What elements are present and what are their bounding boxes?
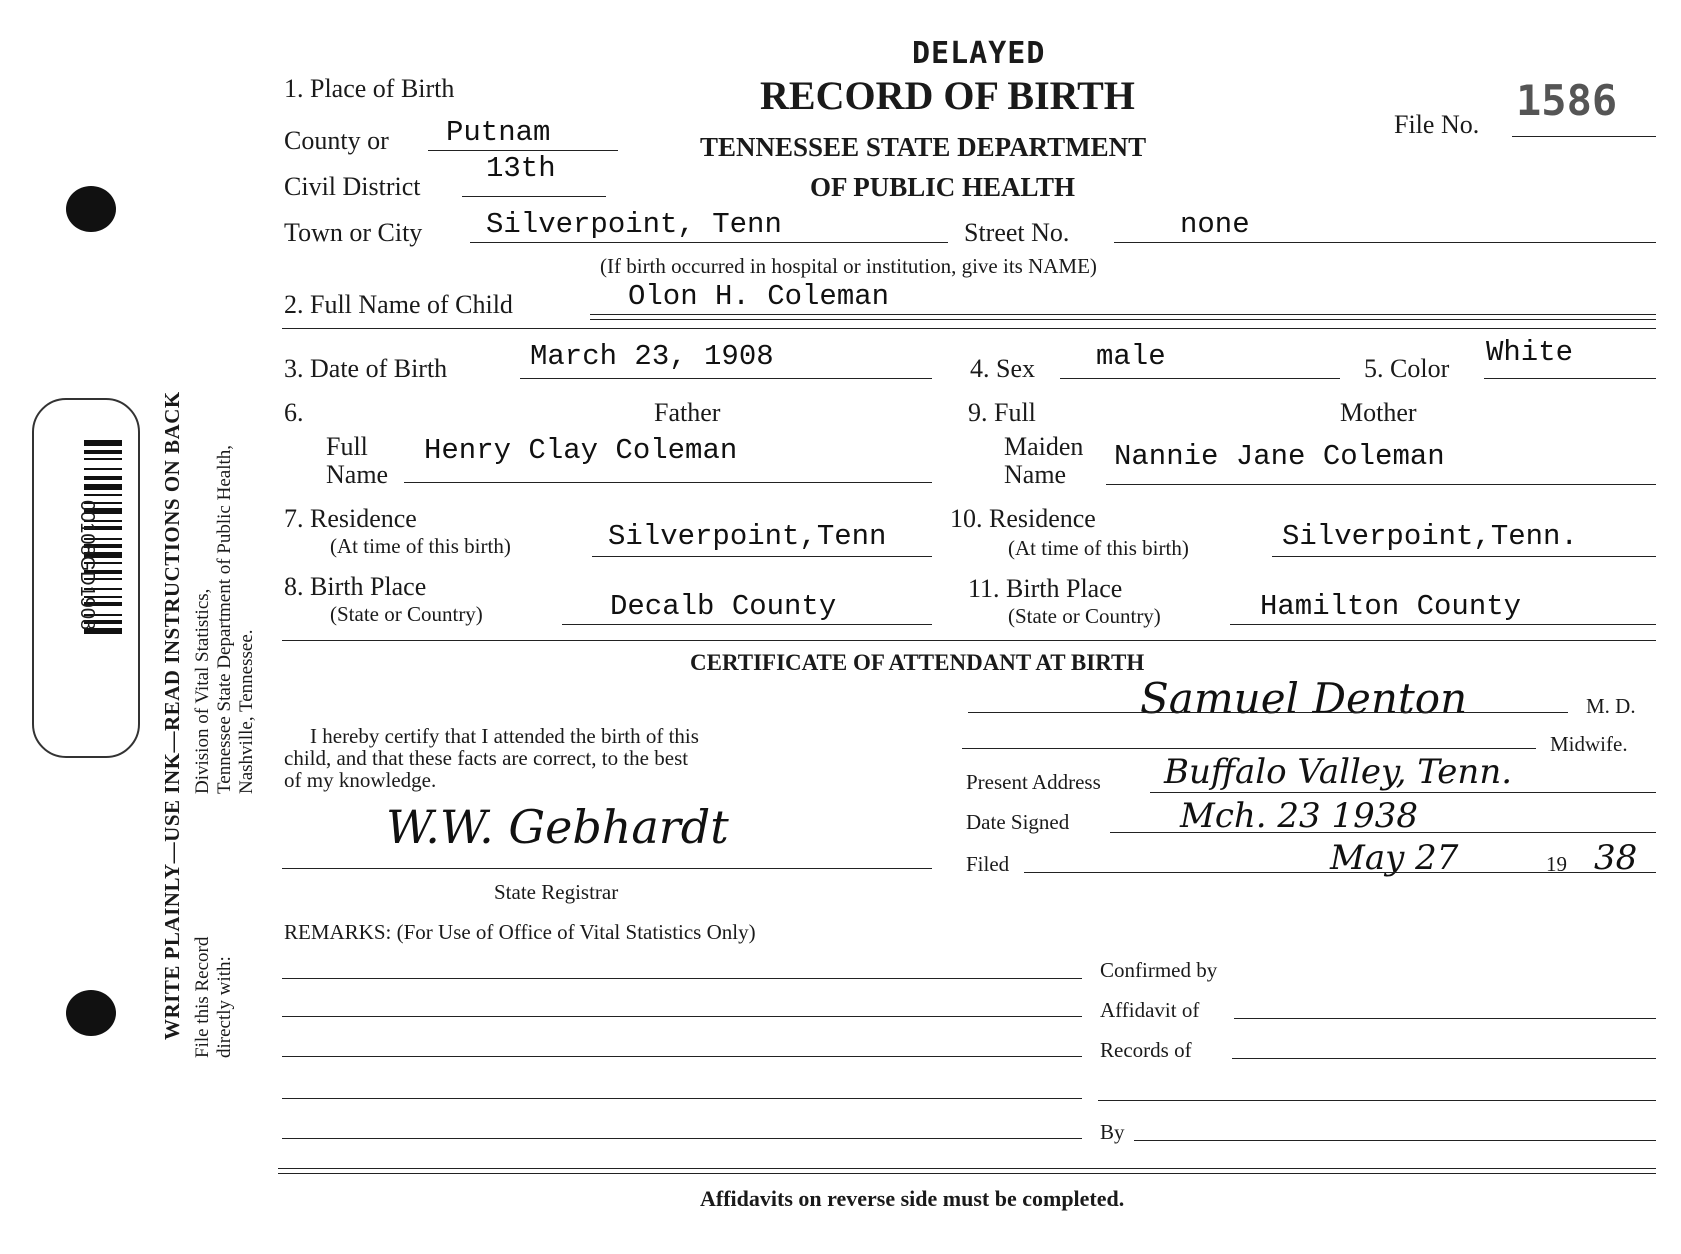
address-value: Buffalo Valley, Tenn.: [1164, 752, 1513, 792]
rule-after-name: [282, 328, 1656, 329]
mother-name-value: Nannie Jane Coleman: [1114, 440, 1445, 473]
attendant-line: [968, 712, 1568, 713]
dept-line2: OF PUBLIC HEALTH: [810, 172, 1076, 202]
remarks-line-5: [282, 1138, 1082, 1139]
father-res-value: Silverpoint,Tenn: [608, 520, 887, 553]
hospital-note: (If birth occurred in hospital or institution, give its NAME): [600, 254, 1097, 278]
child-name-line: [590, 314, 1656, 320]
remarks-line-3: [282, 1056, 1082, 1057]
mother-res-line: [1272, 556, 1656, 557]
father-full-label: Full: [326, 432, 368, 461]
division-line3: Nashville, Tennessee.: [236, 629, 257, 794]
mother-bp-label: 11. Birth Place: [968, 574, 1123, 603]
date-signed-line: [1110, 832, 1656, 833]
punch-hole-top: [66, 186, 116, 232]
dob-label: 3. Date of Birth: [284, 354, 448, 383]
sex-label: 4. Sex: [970, 354, 1035, 383]
street-line: [1114, 242, 1656, 243]
date-signed-label: Date Signed: [966, 810, 1070, 834]
father-bp-label: 8. Birth Place: [284, 572, 427, 601]
father-res-line: [592, 556, 932, 557]
certificate-heading: CERTIFICATE OF ATTENDANT AT BIRTH: [690, 650, 1145, 675]
registrar-line: [282, 868, 932, 869]
color-label: 5. Color: [1364, 354, 1450, 383]
county-label: County or: [284, 126, 389, 155]
instructions-vertical: WRITE PLAINLY—USE INK—READ INSTRUCTIONS ON BACK: [160, 391, 184, 1040]
barcode-bar: [84, 476, 122, 480]
district-label: Civil District: [284, 172, 421, 201]
barcode-bar: [84, 458, 122, 460]
mother-num: 9. Full: [968, 398, 1036, 427]
street-value: none: [1180, 208, 1250, 241]
father-name-line: [404, 482, 932, 483]
barcode-bar: [84, 468, 122, 470]
father-bp-line: [562, 624, 932, 625]
barcode-number: 00108GD1908: [76, 500, 98, 631]
footer-rule: [278, 1168, 1656, 1174]
file-no-line: [1512, 136, 1656, 137]
mother-bp-note: (State or Country): [1008, 604, 1161, 628]
town-line: [470, 242, 948, 243]
barcode-bar: [84, 494, 122, 496]
father-res-label: 7. Residence: [284, 504, 417, 533]
filed-line: [1024, 872, 1656, 873]
midwife-label: Midwife.: [1550, 732, 1628, 756]
child-name-label: 2. Full Name of Child: [284, 290, 513, 319]
mother-res-value: Silverpoint,Tenn.: [1282, 520, 1578, 553]
sex-line: [1060, 378, 1340, 379]
father-heading: Father: [654, 398, 721, 427]
color-line: [1484, 378, 1656, 379]
district-value: 13th: [486, 152, 556, 185]
child-name-value: Olon H. Coleman: [628, 280, 890, 313]
remarks-line-1: [282, 978, 1082, 979]
by-label: By: [1100, 1120, 1125, 1144]
town-value: Silverpoint, Tenn: [486, 208, 782, 241]
barcode-sticker: [32, 398, 140, 758]
affidavit-line: [1234, 1018, 1656, 1019]
county-line: [428, 150, 618, 151]
file-no-value: 1586: [1516, 76, 1618, 125]
date-signed-value: Mch. 23 1938: [1180, 796, 1418, 836]
mother-res-note: (At time of this birth): [1008, 536, 1189, 560]
by-line: [1134, 1140, 1656, 1141]
barcode-bar: [84, 484, 122, 490]
records-of-label: Records of: [1100, 1038, 1192, 1062]
barcode-bar: [84, 440, 122, 446]
affidavit-of-label: Affidavit of: [1100, 998, 1200, 1022]
street-label: Street No.: [964, 218, 1070, 247]
attendant-signature: Samuel Denton: [1140, 674, 1468, 723]
color-value: White: [1486, 336, 1574, 369]
place-heading: 1. Place of Birth: [284, 74, 455, 103]
file-note-line2: directly with:: [214, 956, 235, 1058]
sex-value: male: [1096, 340, 1166, 373]
records-line: [1232, 1058, 1656, 1059]
rule-before-certificate: [282, 640, 1656, 641]
mother-heading: Mother: [1340, 398, 1417, 427]
mother-name-label: Name: [1004, 460, 1067, 489]
father-name-value: Henry Clay Coleman: [424, 434, 738, 467]
filed-year-prefix: 19: [1546, 852, 1567, 876]
division-line1: Division of Vital Statistics,: [192, 588, 213, 794]
address-label: Present Address: [966, 770, 1101, 794]
father-bp-value: Decalb County: [610, 590, 837, 623]
file-note-line1: File this Record: [192, 936, 213, 1058]
filed-value: May 27: [1330, 838, 1459, 878]
file-no-label: File No.: [1394, 110, 1480, 139]
town-label: Town or City: [284, 218, 423, 247]
certify-line2: child, and that these facts are correct, to the best: [284, 746, 689, 770]
registrar-signature: W.W. Gebhardt: [386, 800, 729, 854]
address-line: [1150, 792, 1656, 793]
dob-value: March 23, 1908: [530, 340, 774, 373]
midwife-line: [962, 748, 1536, 749]
father-name-label: Name: [326, 460, 389, 489]
md-label: M. D.: [1586, 694, 1636, 718]
county-value: Putnam: [446, 116, 551, 149]
remarks-line-4: [282, 1098, 1082, 1099]
dob-line: [520, 378, 932, 379]
district-line: [462, 196, 606, 197]
father-num: 6.: [284, 398, 304, 427]
mother-bp-line: [1230, 624, 1656, 625]
registrar-label: State Registrar: [494, 880, 619, 904]
certify-line3: of my knowledge.: [284, 768, 437, 792]
delayed-stamp: DELAYED: [912, 36, 1046, 71]
mother-bp-value: Hamilton County: [1260, 590, 1522, 623]
punch-hole-bottom: [66, 990, 116, 1036]
dept-line1: TENNESSEE STATE DEPARTMENT: [700, 132, 1147, 162]
barcode-bar: [84, 450, 122, 454]
father-bp-note: (State or Country): [330, 602, 483, 626]
record-title: RECORD OF BIRTH: [760, 73, 1135, 118]
certify-line1: I hereby certify that I attended the birth of this: [310, 724, 699, 748]
remarks-label: REMARKS: (For Use of Office of Vital Statistics Only): [284, 920, 756, 944]
mother-maiden-label: Maiden: [1004, 432, 1084, 461]
filed-year-value: 38: [1594, 838, 1638, 878]
filed-label: Filed: [966, 852, 1010, 876]
confirmed-by-label: Confirmed by: [1100, 958, 1218, 982]
father-res-note: (At time of this birth): [330, 534, 511, 558]
mother-res-label: 10. Residence: [950, 504, 1096, 533]
remarks-right-line: [1098, 1100, 1656, 1101]
footer-text: Affidavits on reverse side must be completed.: [700, 1186, 1125, 1211]
mother-name-line: [1106, 484, 1656, 485]
division-line2: Tennessee State Department of Public Health,: [214, 444, 235, 794]
remarks-line-2: [282, 1016, 1082, 1017]
